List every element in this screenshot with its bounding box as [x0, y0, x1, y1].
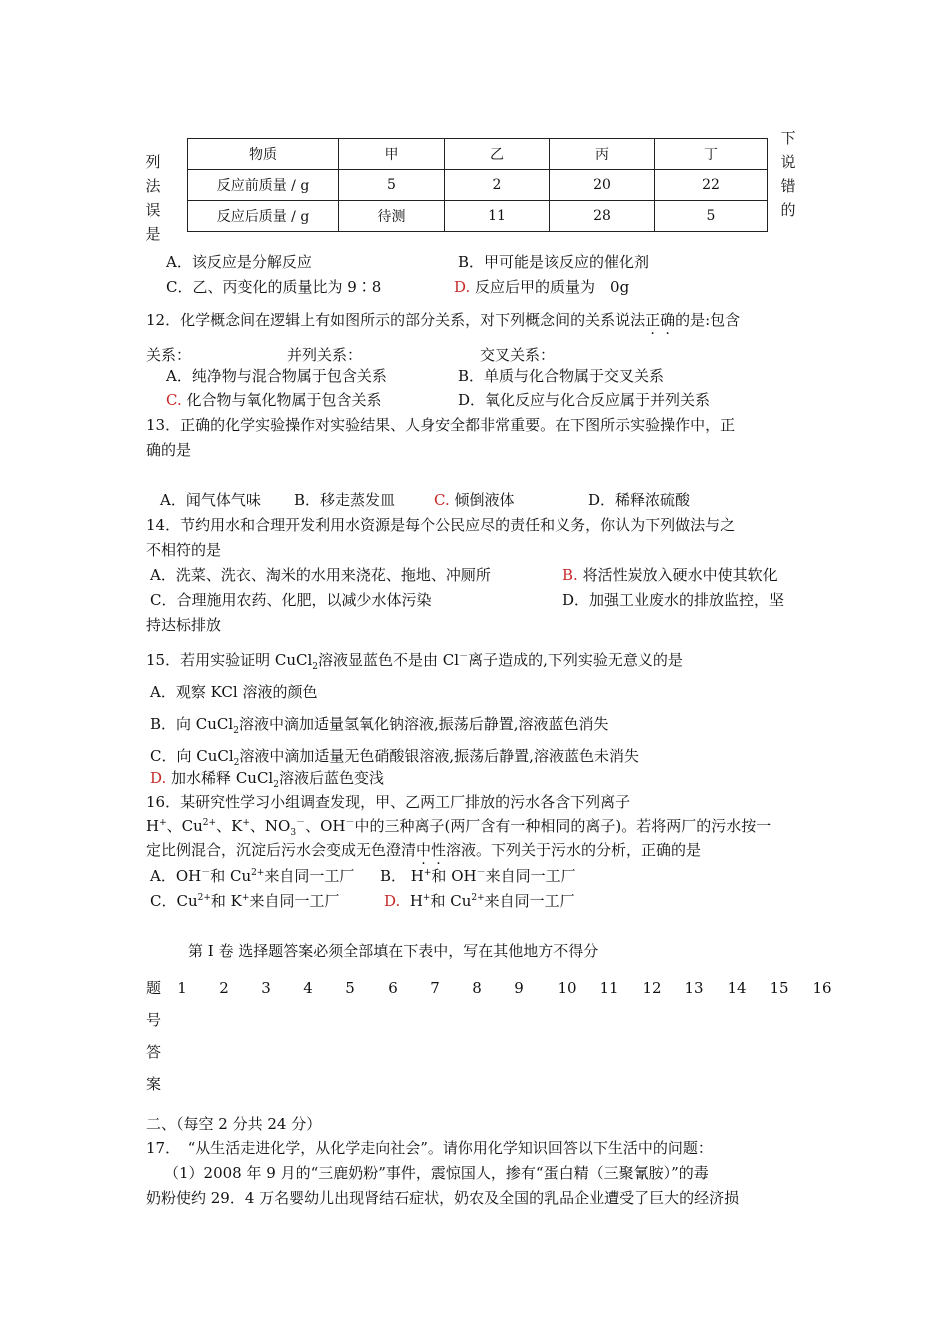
- table-cell: 22: [655, 170, 768, 201]
- question-number: 10: [557, 979, 577, 997]
- question-number: 2: [219, 979, 229, 997]
- question-number: 4: [303, 979, 313, 997]
- answer-letter: D.: [454, 278, 471, 296]
- question-number: 1: [177, 979, 187, 997]
- answer-letter: D.: [150, 769, 167, 787]
- table-header: 丙: [550, 139, 655, 170]
- label-ti: 题: [146, 979, 162, 997]
- q14-stem-line2: 不相符的是: [146, 541, 222, 559]
- table-cell: 11: [445, 201, 550, 232]
- q16-stem-line1: 16．某研究性学习小组调查发现，甲、乙两工厂排放的污水各含下列离子: [146, 793, 631, 811]
- table-cell: 28: [550, 201, 655, 232]
- table-cell: 5: [655, 201, 768, 232]
- q13-stem-line2: 确的是: [146, 441, 192, 459]
- q15-stem: 15．若用实验证明 CuCl$_2$溶液显蓝色不是由 Cl－离子造成的,下列实验无意义的是: [146, 651, 683, 672]
- table-cell: 5: [339, 170, 445, 201]
- table-cell: 反应前质量 / g: [188, 170, 339, 201]
- q15-option-d: D. 加水稀释 CuCl$_2$溶液后蓝色变浅: [150, 769, 384, 790]
- question-number: 12: [642, 979, 662, 997]
- q11-option-b: B．甲可能是该反应的催化剂: [458, 253, 650, 271]
- question-number: 9: [514, 979, 524, 997]
- q14-option-a: A．洗菜、洗衣、淘米的水用来浇花、拖地、冲厕所: [150, 566, 491, 584]
- q16-option-b: B． H+和 OH－来自同一工厂: [380, 867, 576, 885]
- q14-option-c: C．合理施用农药、化肥，以减少水体污染: [150, 591, 432, 609]
- label-da: 答: [146, 1043, 162, 1061]
- question-number: 3: [261, 979, 271, 997]
- q16-stem-line2: H+、$Cu^{2+}$、K+、$NO_3^-$、OH－中的三种离子(两厂含有一种相同的离子)。若将两厂的污水按一: [146, 817, 772, 838]
- question-number: 5: [345, 979, 355, 997]
- table-header: 甲: [339, 139, 445, 170]
- q12-relation-contain: 关系：: [146, 346, 192, 364]
- table-cell: 2: [445, 170, 550, 201]
- q13-option-b: B．移走蒸发皿: [294, 491, 396, 509]
- q11-option-a: A．该反应是分解反应: [166, 253, 312, 271]
- q12-relation-cross: 交叉关系：: [480, 346, 556, 364]
- q17-line3: 奶粉使约 29．4 万名婴幼儿出现肾结石症状，奶农及全国的乳品企业遭受了巨大的经济损: [146, 1189, 740, 1207]
- question-number: 15: [769, 979, 789, 997]
- q16-stem-line3: 定比例混合，沉淀后污水会变成无色澄清中性溶液。下列关于污水的分析，正确的是: [146, 841, 702, 859]
- q12-option-d: D．氧化反应与化合反应属于并列关系: [458, 391, 711, 409]
- q12-relation-parallel: 并列关系：: [287, 346, 363, 364]
- mass-table: [187, 138, 768, 232]
- table-cell: 反应后质量 / g: [188, 201, 339, 232]
- table-row: [188, 170, 768, 201]
- q13-option-a: A．闻气体气味: [160, 491, 261, 509]
- table-cell: 待测: [339, 201, 445, 232]
- q15-option-b: B．向 CuCl$_2$溶液中滴加适量氢氧化钠溶液,振荡后静置,溶液蓝色消失: [150, 715, 609, 736]
- q11-right-stem: 下 说 错 的: [780, 129, 796, 219]
- table-cell: 20: [550, 170, 655, 201]
- q11-option-d: D. 反应后甲的质量为 0g: [454, 278, 630, 296]
- q11-left-stem: 列 法 误 是: [145, 153, 161, 243]
- answer-letter: B.: [562, 566, 578, 584]
- q14-option-b: B. 将活性炭放入硬水中使其软化: [562, 566, 778, 584]
- q15-option-c: C．向 CuCl$_2$溶液中滴加适量无色硝酸银溶液,振荡后静置,溶液蓝色未消失: [150, 747, 639, 768]
- label-an: 案: [146, 1075, 162, 1093]
- q16-option-a: A．OH－和 $Cu^{2+}$来自同一工厂: [150, 867, 355, 885]
- question-number: 16: [812, 979, 832, 997]
- q13-option-d: D．稀释浓硫酸: [588, 491, 691, 509]
- answer-letter: C.: [434, 491, 450, 509]
- question-number: 14: [727, 979, 747, 997]
- section-2-heading: 二、（每空 2 分共 24 分）: [146, 1115, 322, 1133]
- answer-sheet-title: 第 I 卷 选择题答案必须全部填在下表中，写在其他地方不得分: [188, 942, 599, 960]
- table-header: 乙: [445, 139, 550, 170]
- q14-stem-line1: 14．节约用水和合理开发利用水资源是每个公民应尽的责任和义务，你认为下列做法与之: [146, 516, 736, 534]
- question-number: 8: [472, 979, 482, 997]
- q13-stem-line1: 13．正确的化学实验操作对实验结果、人身安全都非常重要。在下图所示实验操作中，正: [146, 416, 736, 434]
- q12-stem: 12．化学概念间在逻辑上有如图所示的部分关系，对下列概念间的关系说法正确的是:包含: [146, 311, 741, 329]
- table-header: 丁: [655, 139, 768, 170]
- q12-option-a: A．纯净物与混合物属于包含关系: [166, 367, 387, 385]
- q15-option-a: A．观察 KCl 溶液的颜色: [150, 683, 318, 701]
- label-hao: 号: [146, 1011, 162, 1029]
- q13-option-c: C. 倾倒液体: [434, 491, 515, 509]
- table-row: [188, 201, 768, 232]
- answer-letter: C.: [166, 391, 182, 409]
- table-header-row: [188, 139, 768, 170]
- q11-option-c: C．乙、丙变化的质量比为 9∶8: [166, 278, 382, 296]
- q14-option-d-continued: 持达标排放: [146, 616, 222, 634]
- q16-option-d: D. H+和 $Cu^{2+}$来自同一工厂: [384, 892, 575, 910]
- question-number: 7: [430, 979, 440, 997]
- question-number: 13: [684, 979, 704, 997]
- answer-letter: D.: [384, 892, 401, 910]
- question-number: 11: [599, 979, 619, 997]
- q17-line1: 17． “从生活走进化学，从化学走向社会”。请你用化学知识回答以下生活中的问题：: [146, 1139, 713, 1157]
- q17-line2: （1）2008 年 9 月的“三鹿奶粉”事件，震惊国人，掺有“蛋白精（三聚氰胺）”的毒: [164, 1164, 709, 1182]
- question-number: 6: [388, 979, 398, 997]
- q14-option-d: D．加强工业废水的排放监控，坚: [562, 591, 785, 609]
- q16-option-c: C．$Cu^{2+}$和 K+来自同一工厂: [150, 892, 340, 910]
- q12-option-b: B．单质与化合物属于交叉关系: [458, 367, 665, 385]
- table-header: 物质: [188, 139, 339, 170]
- q12-option-c: C. 化合物与氧化物属于包含关系: [166, 391, 382, 409]
